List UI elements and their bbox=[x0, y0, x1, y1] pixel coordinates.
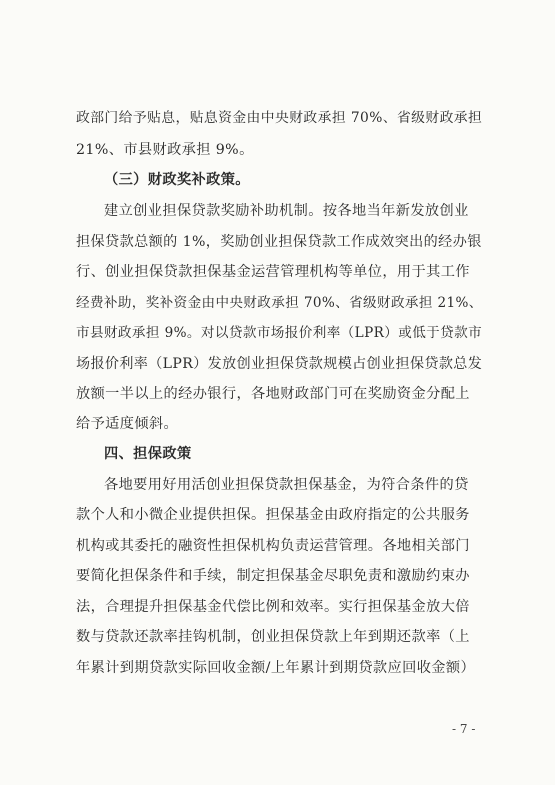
text-line: 给予适度倾斜。 bbox=[76, 416, 179, 432]
text-line: 政部门给予贴息，贴息资金由中央财政承担 70%、省级财政承担 bbox=[76, 110, 483, 126]
text-line: 数与贷款还款率挂钩机制，创业担保贷款上年到期还款率（上 bbox=[76, 629, 470, 645]
text-line: 年累计到期贷款实际回收金额/上年累计到期贷款应回收金额） bbox=[76, 660, 476, 676]
text-line: 市县财政承担 9%。对以贷款市场报价利率（LPR）或低于贷款市 bbox=[76, 325, 483, 341]
text-line: 行、创业担保贷款担保基金运营管理机构等单位，用于其工作 bbox=[76, 264, 470, 280]
text-line: 21%、市县财政承担 9%。 bbox=[76, 142, 254, 158]
text-line: 担保贷款总额的 1%，奖励创业担保贷款工作成效突出的经办银 bbox=[76, 234, 482, 250]
text-line: 各地要用好用活创业担保贷款担保基金，为符合条件的贷 bbox=[104, 477, 469, 493]
text-line: 放额一半以上的经办银行，各地财政部门可在奖励资金分配上 bbox=[76, 386, 470, 402]
section-heading: 四、担保政策 bbox=[104, 446, 192, 462]
text-line: 机构或其委托的融资性担保机构负责运营管理。各地相关部门 bbox=[76, 538, 470, 554]
text-line: 款个人和小微企业提供担保。担保基金由政府指定的公共服务 bbox=[76, 507, 470, 523]
text-line: 场报价利率（LPR）发放创业担保贷款规模占创业担保贷款总发 bbox=[76, 356, 483, 372]
text-line: 要简化担保条件和手续，制定担保基金尽职免责和激励约束办 bbox=[76, 568, 470, 584]
text-line: 经费补助，奖补资金由中央财政承担 70%、省级财政承担 21%、 bbox=[76, 295, 483, 311]
text-line: 建立创业担保贷款奖励补助机制。按各地当年新发放创业 bbox=[104, 203, 469, 219]
section-heading: （三）财政奖补政策。 bbox=[104, 172, 250, 188]
text-line: 法，合理提升担保基金代偿比例和效率。实行担保基金放大倍 bbox=[76, 599, 470, 615]
page-number: - 7 - bbox=[452, 722, 476, 736]
